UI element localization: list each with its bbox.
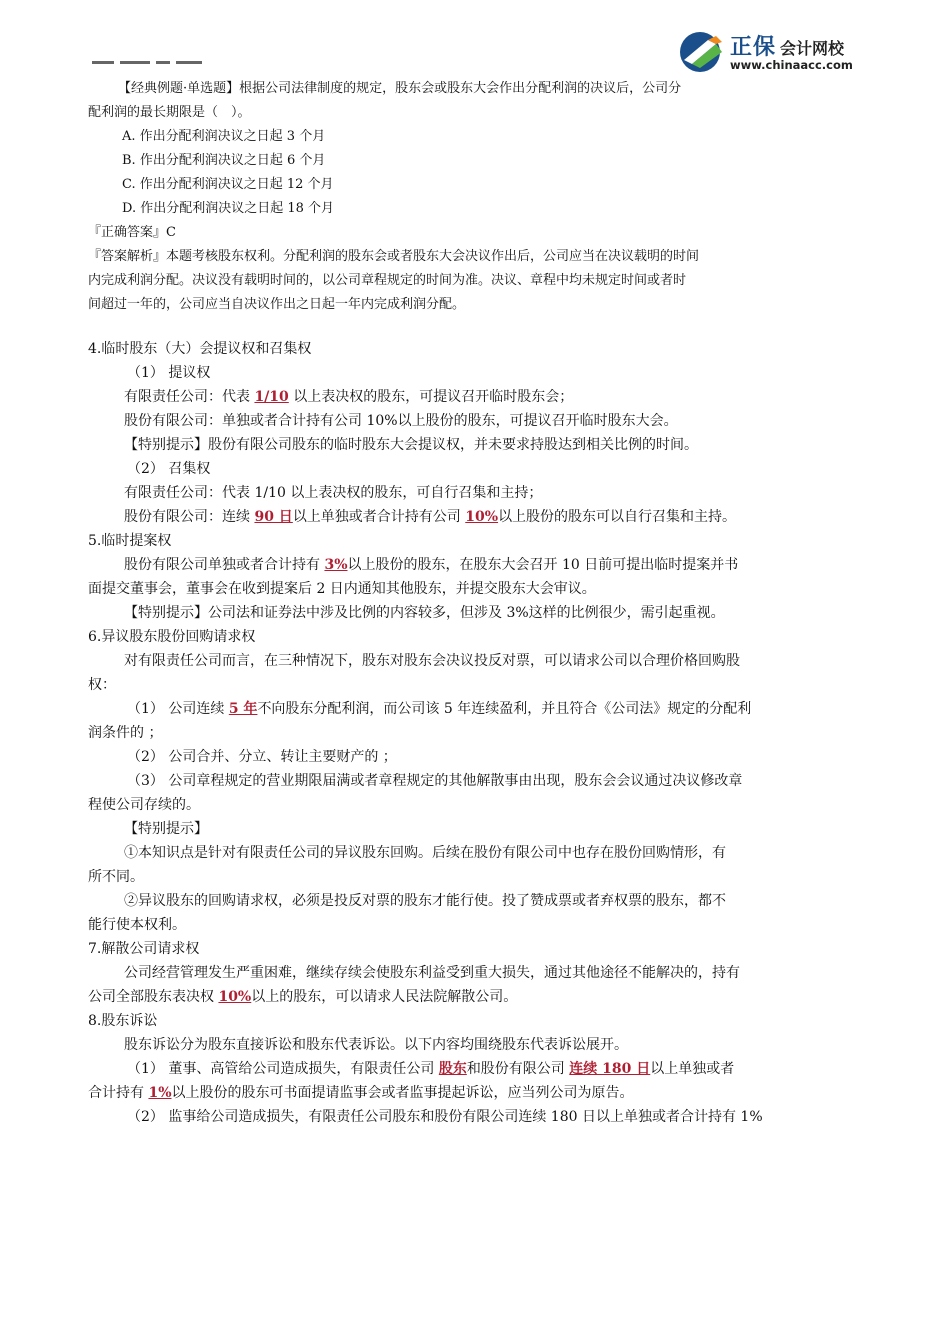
- s7-text-cont: 公司全部股东表决权 10%以上的股东，可以请求人民法院解散公司。: [88, 989, 518, 1005]
- s8-case-1-cont: 合计持有 1%以上股份的股东可书面提请监事会或者监事提起诉讼，应当列公司为原告。: [88, 1085, 634, 1101]
- s5-text: 股份有限公司单独或者合计持有 3%以上股份的股东，在股东大会召开 10 日前可提出临时提案并书: [124, 557, 739, 573]
- option-d: D. 作出分配利润决议之日起 18 个月: [122, 201, 335, 216]
- section-6-title: 6.异议股东股份回购请求权: [88, 629, 256, 645]
- s7-text: 公司经营管理发生严重困难，继续存续会使股东利益受到重大损失，通过其他途径不能解决的，持有: [124, 965, 740, 981]
- s6-case-2: （2） 公司合并、分立、转让主要财产的 ；: [127, 749, 397, 765]
- answer-explanation-cont: 内完成利润分配。决议没有载明时间的，以公司章程规定的时间为准。决议、章程中均未规定时间或者时: [88, 273, 687, 288]
- s6-tip-2-cont: 能行使本权利。: [88, 917, 186, 933]
- brand-logo: [678, 28, 878, 76]
- s5-special-tip: 【特别提示】公司法和证券法中涉及比例的内容较多，但涉及 3%这样的比例很少，需引起重视。: [124, 605, 725, 621]
- s8-intro: 股东诉讼分为股东直接诉讼和股东代表诉讼。以下内容均围绕股东代表诉讼展开。: [124, 1037, 628, 1053]
- s6-case-1: （1） 公司连续 5 年不向股东分配利润，而公司该 5 年连续盈利，并且符合《公司法》规定的分配利: [127, 701, 752, 717]
- logo-mark-icon: [678, 30, 726, 74]
- logo-url: www.chinaacc.com: [730, 58, 853, 72]
- highlight-10-percent: 10%: [465, 509, 499, 525]
- s6-case-1-cont: 润条件的 ；: [88, 725, 163, 741]
- highlight-90-days: 90 日: [254, 509, 293, 525]
- s6-case-3-cont: 程使公司存续的。: [88, 797, 200, 813]
- logo-brand-text: 正保 会计网校: [730, 35, 845, 60]
- option-b: B. 作出分配利润决议之日起 6 个月: [122, 153, 326, 168]
- highlight-5-years: 5 年: [228, 701, 258, 717]
- s4-llc-convene: 有限责任公司：代表 1/10 以上表决权的股东，可自行召集和主持；: [124, 485, 543, 501]
- highlight-1-10: 1/10: [254, 389, 289, 405]
- highlight-3-percent: 3%: [324, 557, 348, 573]
- question-stem-cont: 配利润的最长期限是（ ）。: [88, 105, 251, 120]
- highlight-10-percent-dissolve: 10%: [218, 989, 252, 1005]
- section-5-title: 5.临时提案权: [88, 533, 172, 549]
- s6-intro: 对有限责任公司而言，在三种情况下，股东对股东会决议投反对票，可以请求公司以合理价格回购股: [124, 653, 740, 669]
- s8-case-2: （2） 监事给公司造成损失，有限责任公司股东和股份有限公司连续 180 日以上单独或者合计持有 1%: [127, 1109, 763, 1125]
- highlight-180-days: 连续 180 日: [569, 1061, 651, 1077]
- section-8-title: 8.股东诉讼: [88, 1013, 158, 1029]
- s4-special-tip: 【特别提示】股份有限公司股东的临时股东大会提议权，并未要求持股达到相关比例的时间。: [124, 437, 698, 453]
- s4-subheading-propose: （1） 提议权: [127, 365, 211, 381]
- s8-case-1: （1） 董事、高管给公司造成损失，有限责任公司 股东和股份有限公司 连续 180 日以上单独或者: [127, 1061, 735, 1077]
- section-7-title: 7.解散公司请求权: [88, 941, 200, 957]
- s6-intro-cont: 权：: [88, 677, 116, 693]
- highlight-1-percent: 1%: [148, 1085, 172, 1101]
- s4-llc-propose: 有限责任公司：代表 1/10 以上表决权的股东，可提议召开临时股东会；: [124, 389, 574, 405]
- s6-special-tip: 【特别提示】: [124, 821, 208, 837]
- answer-explanation: 『答案解析』本题考核股东权利。分配利润的股东会或者股东大会决议作出后，公司应当在决议载明的时间: [88, 249, 700, 264]
- question-stem: 【经典例题·单选题】根据公司法律制度的规定，股东会或股东大会作出分配利润的决议后，公司分: [118, 81, 682, 96]
- s5-text-cont: 面提交董事会，董事会在收到提案后 2 日内通知其他股东，并提交股东大会审议。: [88, 581, 596, 597]
- highlight-shareholder: 股东: [438, 1061, 467, 1077]
- section-4-title: 4.临时股东（大）会提议权和召集权: [88, 341, 312, 357]
- s6-tip-1-cont: 所不同。: [88, 869, 144, 885]
- answer-explanation-end: 间超过一年的，公司应当自决议作出之日起一年内完成利润分配。: [88, 297, 466, 312]
- cropped-top-line: [92, 58, 242, 66]
- correct-answer: 『正确答案』C: [88, 225, 176, 240]
- option-a: A. 作出分配利润决议之日起 3 个月: [122, 129, 326, 144]
- option-c: C. 作出分配利润决议之日起 12 个月: [122, 177, 334, 192]
- s6-case-3: （3） 公司章程规定的营业期限届满或者章程规定的其他解散事由出现，股东会会议通过决议修改章: [127, 773, 743, 789]
- s6-tip-1: ①本知识点是针对有限责任公司的异议股东回购。后续在股份有限公司中也存在股份回购情形，有: [124, 845, 726, 861]
- s4-jsc-convene: 股份有限公司：连续 90 日以上单独或者合计持有公司 10%以上股份的股东可以自行召集和主持。: [124, 509, 737, 525]
- s4-subheading-convene: （2） 召集权: [127, 461, 211, 477]
- s4-jsc-propose: 股份有限公司：单独或者合计持有公司 10%以上股份的股东，可提议召开临时股东大会。: [124, 413, 678, 429]
- s6-tip-2: ②异议股东的回购请求权，必须是投反对票的股东才能行使。投了赞成票或者弃权票的股东，都不: [124, 893, 726, 909]
